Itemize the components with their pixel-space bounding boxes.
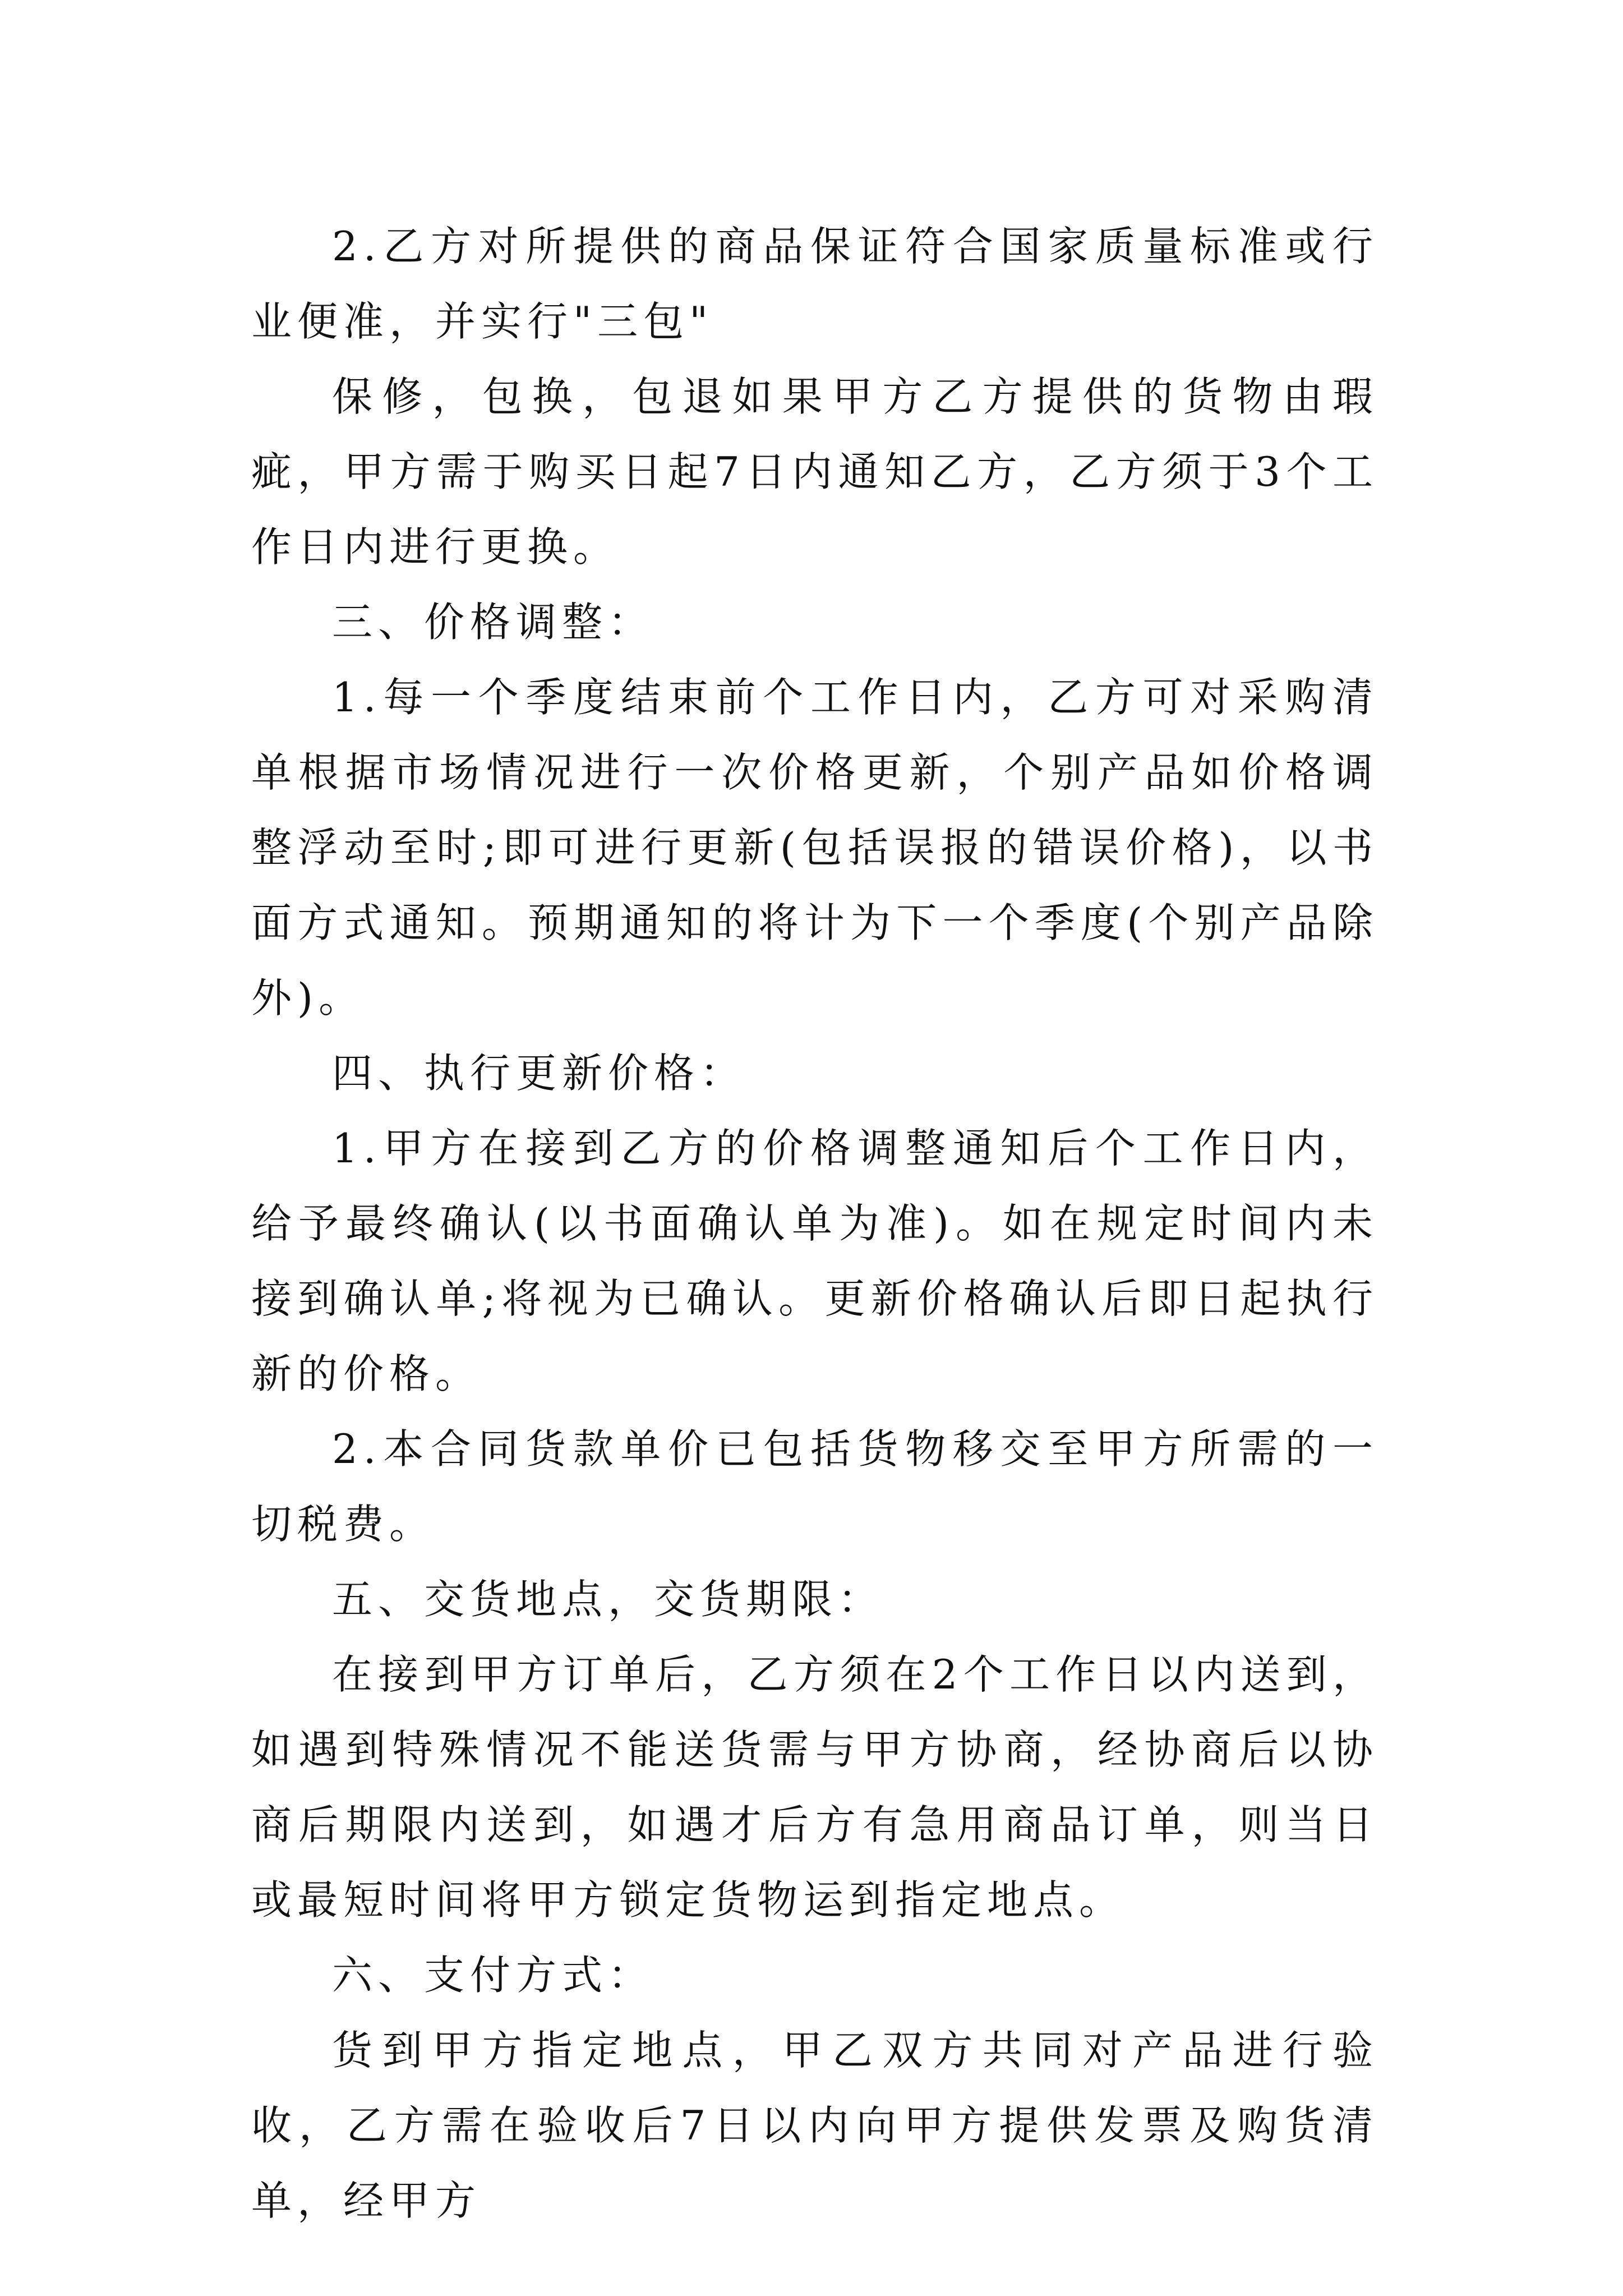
paragraph-price-confirmation: 1.甲方在接到乙方的价格调整通知后个工作日内，给予最终确认(以书面确认单为准)。如在规定时间内未接到确认单;将视为已确认。更新价格确认后即日起执行新的价格。 <box>251 1125 1378 1397</box>
paragraph-price-adjustment: 1.每一个季度结束前个工作日内，乙方可对采购清单根据市场情况进行一次价格更新，个别产品如价格调整浮动至时;即可进行更新(包括误报的错误价格)，以书面方式通知。预期通知的将计为下一个季度(个别产品除外)。 <box>251 674 1378 1022</box>
section-heading-price-adjustment: 三、价格调整： <box>332 599 654 646</box>
paragraph-payment-terms: 货到甲方指定地点，甲乙双方共同对产品进行验收，乙方需在验收后7日以内向甲方提供发票及购货清单，经甲方 <box>251 2027 1378 2224</box>
paragraph-quality-guarantee: 2.乙方对所提供的商品保证符合国家质量标准或行业便准，并实行"三包" <box>251 223 1378 345</box>
section-heading-delivery: 五、交货地点，交货期限： <box>332 1576 884 1623</box>
paragraph-warranty-terms: 保修，包换，包退如果甲方乙方提供的货物由瑕疵，甲方需于购买日起7日内通知乙方，乙方须于3个工作日内进行更换。 <box>251 373 1378 570</box>
section-heading-payment: 六、支付方式： <box>332 1952 654 1999</box>
paragraph-unit-price-taxes: 2.本合同货款单价已包括货物移交至甲方所需的一切税费。 <box>251 1425 1378 1548</box>
section-heading-execute-price-update: 四、执行更新价格： <box>332 1050 746 1097</box>
paragraph-delivery-terms: 在接到甲方订单后，乙方须在2个工作日以内送到，如遇到特殊情况不能送货需与甲方协商，经协商后以协商后期限内送到，如遇才后方有急用商品订单，则当日或最短时间将甲方锁定货物运到指定地点。 <box>251 1651 1378 1924</box>
document-body <box>251 209 1378 2238</box>
